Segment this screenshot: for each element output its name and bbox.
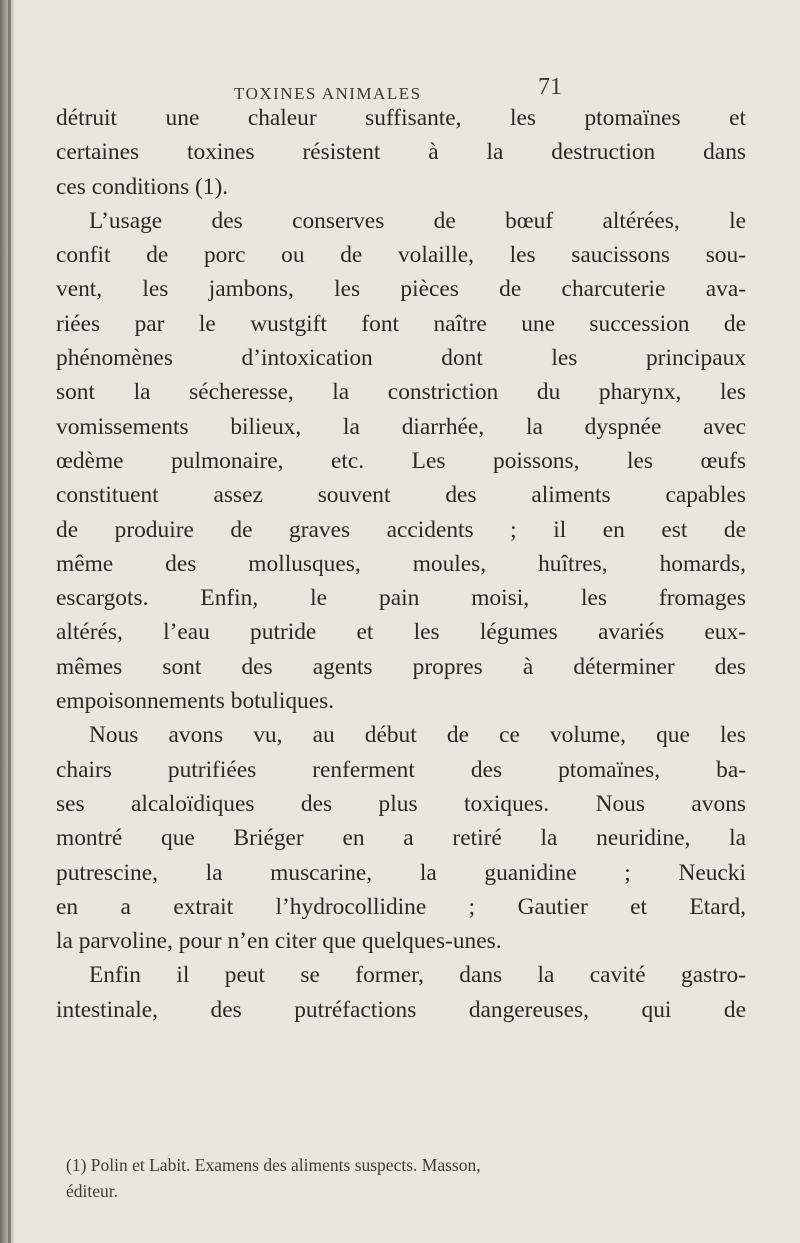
text-line: vent, les jambons, les pièces de charcuterie ava- xyxy=(56,276,746,303)
footnote-line: éditeur. xyxy=(66,1181,118,1201)
text-line: œdème pulmonaire, etc. Les poissons, les œufs xyxy=(56,447,746,474)
text-line: altérés, l’eau putride et les légumes avariés eux- xyxy=(56,619,746,646)
text-line: en a extrait l’hydrocollidine ; Gautier et Etard, xyxy=(56,893,746,920)
text-line: constituent assez souvent des aliments capables xyxy=(56,482,746,509)
text-line: putrescine, la muscarine, la guanidine ; Neucki xyxy=(56,859,746,886)
text-line: confit de porc ou de volaille, les saucissons sou- xyxy=(56,242,746,269)
text-line: intestinale, des putréfactions dangereuses, qui de xyxy=(56,996,746,1023)
text-line: la parvoline, pour n’en citer que quelques-unes. xyxy=(56,928,502,955)
body-text xyxy=(56,101,746,1027)
text-line: Enfin il peut se former, dans la cavité gastro- xyxy=(89,962,746,989)
page-number: 71 xyxy=(538,74,562,100)
text-line: phénomènes d’intoxication dont les principaux xyxy=(56,345,746,372)
text-line: empoisonnements botuliques. xyxy=(56,688,335,715)
text-line: sont la sécheresse, la constriction du pharynx, les xyxy=(56,379,746,406)
text-line: mêmes sont des agents propres à déterminer des xyxy=(56,653,746,680)
text-line: L’usage des conserves de bœuf altérées, le xyxy=(89,207,746,234)
text-line: Nous avons vu, au début de ce volume, que les xyxy=(89,722,746,749)
footnote-line: (1) Polin et Labit. Examens des aliments suspects. Masson, xyxy=(66,1155,481,1175)
text-line: détruit une chaleur suffisante, les ptomaïnes et xyxy=(56,105,746,131)
text-line: escargots. Enfin, le pain moisi, les fromages xyxy=(56,585,746,612)
text-line: vomissements bilieux, la diarrhée, la dyspnée avec xyxy=(56,413,746,440)
text-line: ses alcaloïdiques des plus toxiques. Nous avons xyxy=(56,790,746,817)
text-line: chairs putrifiées renferment des ptomaïnes, ba- xyxy=(56,756,746,783)
running-head: TOXINES ANIMALES xyxy=(234,84,422,103)
text-line: montré que Briéger en a retiré la neuridine, la xyxy=(56,825,746,852)
text-line: même des mollusques, moules, huîtres, homards, xyxy=(56,550,746,577)
text-line: riées par le wustgift font naître une succession de xyxy=(56,310,746,337)
text-line: certaines toxines résistent à la destruction dans xyxy=(56,139,746,166)
text-line: de produire de graves accidents ; il en est de xyxy=(56,516,746,543)
text-line: ces conditions (1). xyxy=(56,173,229,200)
footnote xyxy=(66,1152,746,1204)
